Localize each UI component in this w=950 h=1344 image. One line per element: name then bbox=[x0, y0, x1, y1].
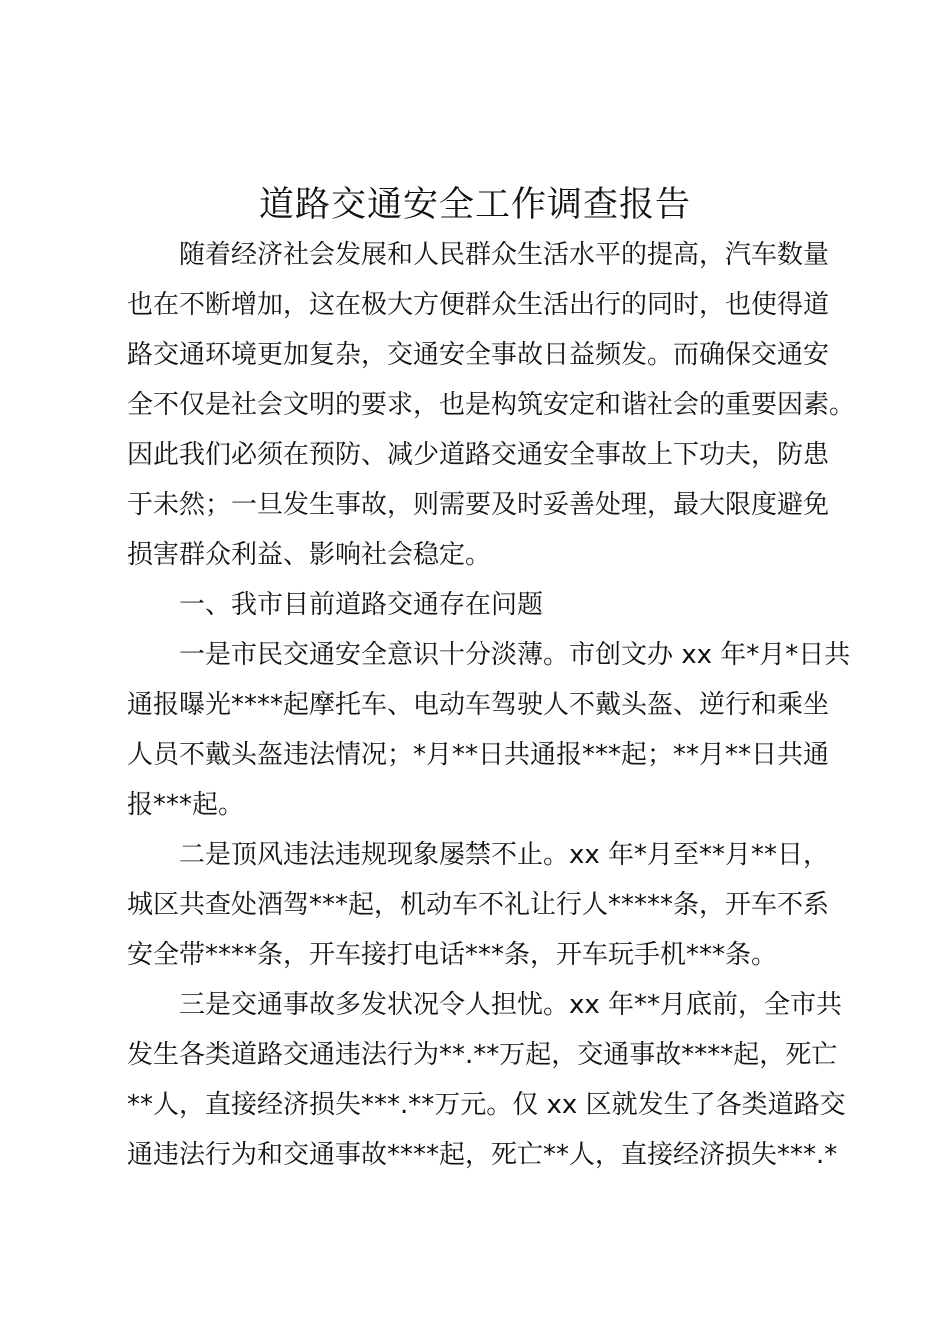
paragraph-line: 人员不戴头盔违法情况；*月**日共通报***起；**月**日共通 bbox=[127, 740, 830, 770]
paragraph-line: 随着经济社会发展和人民群众生活水平的提高，汽车数量 bbox=[179, 240, 830, 270]
paragraph-line: 路交通环境更加复杂，交通安全事故日益频发。而确保交通安 bbox=[127, 340, 830, 370]
paragraph-line: 因此我们必须在预防、减少道路交通安全事故上下功夫，防患 bbox=[127, 440, 830, 470]
intro-paragraph bbox=[127, 230, 856, 580]
paragraph-line: 一是市民交通安全意识十分淡薄。市创文办 xx 年*月*日共 bbox=[179, 640, 851, 670]
paragraph-line: 二是顶风违法违规现象屡禁不止。xx 年*月至**月**日， bbox=[179, 840, 830, 870]
paragraph-line: 发生各类道路交通违法行为**.**万起，交通事故****起，死亡 bbox=[127, 1040, 838, 1070]
paragraph-line: 损害群众利益、影响社会稳定。 bbox=[127, 540, 492, 570]
point-two-paragraph bbox=[127, 830, 847, 980]
paragraph-line: 也在不断增加，这在极大方便群众生活出行的同时，也使得道 bbox=[127, 290, 830, 320]
paragraph-line: 全不仅是社会文明的要求，也是构筑安定和谐社会的重要因素。 bbox=[127, 390, 856, 420]
paragraph-line: 于未然；一旦发生事故，则需要及时妥善处理，最大限度避免 bbox=[127, 490, 830, 520]
document-title: 道路交通安全工作调查报告 bbox=[258, 185, 691, 225]
point-one-paragraph bbox=[127, 630, 851, 830]
paragraph-line: 报***起。 bbox=[127, 790, 245, 820]
document-body bbox=[127, 230, 856, 1180]
paragraph-line: **人，直接经济损失***.**万元。仅 xx 区就发生了各类道路交 bbox=[127, 1090, 846, 1120]
paragraph-line: 安全带****条，开车接打电话***条，开车玩手机***条。 bbox=[127, 940, 778, 970]
point-three-paragraph bbox=[127, 980, 847, 1180]
paragraph-line: 三是交通事故多发状况令人担忧。xx 年**月底前，全市共 bbox=[179, 990, 843, 1020]
paragraph-line: 通违法行为和交通事故****起，死亡**人，直接经济损失***.* bbox=[127, 1140, 838, 1170]
section-heading: 一、我市目前道路交通存在问题 bbox=[179, 590, 544, 620]
paragraph-line: 通报曝光****起摩托车、电动车驾驶人不戴头盔、逆行和乘坐 bbox=[127, 690, 830, 720]
paragraph-line: 城区共查处酒驾***起，机动车不礼让行人*****条，开车不系 bbox=[127, 890, 830, 920]
